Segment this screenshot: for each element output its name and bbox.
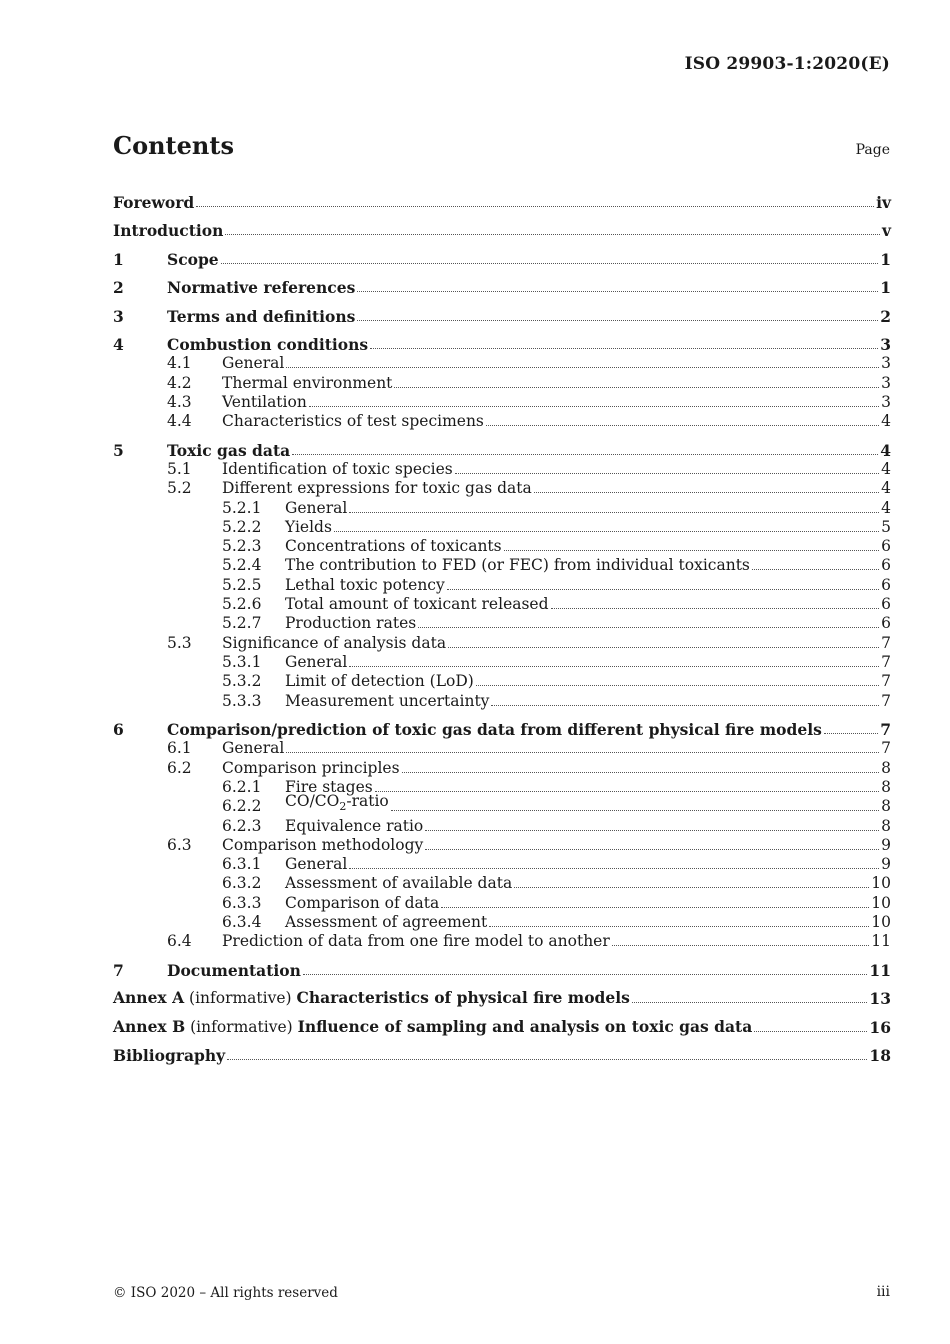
toc-entry-title xyxy=(285,817,423,836)
toc-entry-page: 4 xyxy=(881,498,891,517)
toc-entry[interactable] xyxy=(113,431,891,460)
toc-entry-title xyxy=(285,692,489,711)
toc-entry-title-text: Total amount of toxicant released xyxy=(285,595,549,614)
dot-leader xyxy=(514,887,869,888)
dot-leader xyxy=(227,1059,867,1060)
toc-entry-title-text: Comparison principles xyxy=(222,758,400,777)
annex-label: Annex A xyxy=(113,988,185,1008)
toc-entry-number: 6.2 xyxy=(167,758,192,777)
toc-entry-number: 4 xyxy=(113,335,124,354)
dot-leader xyxy=(292,454,878,455)
toc-entry-number: 4.2 xyxy=(167,373,192,392)
page-column-label: Page xyxy=(855,142,890,158)
dot-leader xyxy=(349,666,879,667)
toc-entry-page: 3 xyxy=(881,373,891,392)
toc-entry-page: 2 xyxy=(880,306,891,326)
toc-entry-title xyxy=(285,576,445,595)
toc-entry-title xyxy=(285,518,332,537)
toc-entry-subscript: 2 xyxy=(339,800,347,814)
toc-entry[interactable] xyxy=(113,711,891,740)
contents-heading: Contents xyxy=(113,131,234,160)
toc-entry-page: 10 xyxy=(871,913,891,932)
toc-entry-number: 6.3 xyxy=(167,835,192,854)
toc-entry-title-text: Lethal toxic potency xyxy=(285,575,445,594)
toc-entry-number: 4.3 xyxy=(167,392,192,411)
toc-entry-number: 5.2.4 xyxy=(222,556,262,575)
toc-entry[interactable] xyxy=(113,932,891,951)
toc-entry-title-text: General xyxy=(285,652,348,671)
toc-entry[interactable] xyxy=(113,595,891,614)
toc-entry-title xyxy=(167,278,355,297)
toc-entry[interactable] xyxy=(113,537,891,556)
toc-entry-title-text: Equivalence ratio xyxy=(285,816,424,835)
toc-entry-title-text: General xyxy=(222,739,285,758)
toc-entry-title xyxy=(113,1017,752,1037)
dot-leader xyxy=(486,425,879,426)
toc-entry-title xyxy=(222,354,284,373)
toc-entry-page: 9 xyxy=(881,855,891,874)
dot-leader xyxy=(441,907,869,908)
toc-entry-page: 7 xyxy=(881,691,891,710)
toc-entry-title xyxy=(285,595,549,614)
toc-entry-title xyxy=(167,335,368,354)
toc-entry-number: 7 xyxy=(113,960,124,980)
toc-entry-title-text: Toxic gas data xyxy=(167,440,291,460)
toc-entry-title-text: Fire stages xyxy=(285,777,373,796)
toc-entry-page: 4 xyxy=(881,412,891,431)
dot-leader xyxy=(334,531,879,532)
dot-leader xyxy=(303,974,868,975)
toc-entry-title-text: General xyxy=(285,498,348,517)
toc-entry-title-text: Influence of sampling and analysis on toxic gas data xyxy=(297,1016,753,1036)
toc-entry-title-text: Assessment of agreement xyxy=(285,913,488,932)
toc-entry[interactable] xyxy=(113,326,891,355)
toc-entry-title-text: Comparison methodology xyxy=(222,835,424,854)
toc-entry-page: 8 xyxy=(881,758,891,777)
toc-entry-number: 6.1 xyxy=(167,739,192,758)
toc-entry-page: 8 xyxy=(881,777,891,796)
toc-entry-title xyxy=(285,672,474,691)
toc-entry-page: 6 xyxy=(881,614,891,633)
toc-entry-title-text: Ventilation xyxy=(222,392,307,411)
toc-entry-number: 6.3.1 xyxy=(222,855,262,874)
toc-entry[interactable] xyxy=(113,816,891,835)
toc-entry-title-text: Different expressions for toxic gas data xyxy=(222,479,532,498)
toc-entry[interactable] xyxy=(113,498,891,517)
toc-entry-title xyxy=(222,836,423,855)
toc-entry[interactable] xyxy=(113,269,891,298)
toc-entry-number: 6 xyxy=(113,720,124,740)
toc-entry-title-text: Foreword xyxy=(113,192,195,212)
toc-entry-title xyxy=(285,874,512,893)
toc-entry-title-text: Documentation xyxy=(167,960,301,980)
toc-entry-number: 4.1 xyxy=(167,354,192,373)
toc-entry[interactable] xyxy=(113,691,891,710)
toc-entry-number: 5.1 xyxy=(167,459,192,478)
toc-entry-title xyxy=(222,479,532,498)
toc-entry-title xyxy=(222,634,446,653)
toc-entry-title-text: Measurement uncertainty xyxy=(285,691,490,710)
toc-entry-page: 10 xyxy=(871,893,891,912)
toc-entry-title-text: Thermal environment xyxy=(222,373,393,392)
toc-entry[interactable] xyxy=(113,518,891,537)
toc-entry[interactable] xyxy=(113,855,891,874)
dot-leader xyxy=(754,1031,867,1032)
footer-page-number: iii xyxy=(876,1284,890,1300)
toc-entry-number: 6.2.1 xyxy=(222,777,262,796)
toc-entry-number: 5.2 xyxy=(167,479,192,498)
toc-entry-page: 10 xyxy=(871,874,891,893)
toc-entry-page: 1 xyxy=(880,249,891,269)
toc-entry-title-text: Identification of toxic species xyxy=(222,459,453,478)
toc-entry-page: 6 xyxy=(881,537,891,556)
toc-entry[interactable] xyxy=(113,778,891,797)
toc-entry-page: 4 xyxy=(880,440,891,460)
dot-leader xyxy=(402,772,880,773)
toc-entry-number: 1 xyxy=(113,249,124,269)
annex-note: (informative) xyxy=(185,1017,298,1036)
toc-entry-title-text: Characteristics of test specimens xyxy=(222,412,484,431)
toc-entry-title-text: Bibliography xyxy=(113,1046,226,1066)
toc-entry[interactable] xyxy=(113,792,891,816)
toc-entry-title-text: Assessment of available data xyxy=(285,874,513,893)
toc-entry-title-text: Prediction of data from one fire model to another xyxy=(222,932,610,951)
toc-entry-page: 7 xyxy=(880,720,891,740)
toc-entry-title-text: General xyxy=(285,855,348,874)
toc-entry-number: 6.3.3 xyxy=(222,893,262,912)
toc-entry-page: 8 xyxy=(881,797,891,816)
dot-leader xyxy=(612,945,870,946)
toc-entry[interactable] xyxy=(113,240,891,269)
dot-leader xyxy=(349,868,879,869)
toc-entry-number: 5.2.3 xyxy=(222,537,262,556)
toc-entry-page: 7 xyxy=(881,633,891,652)
dot-leader xyxy=(357,320,878,321)
footer-copyright: © ISO 2020 – All rights reserved xyxy=(113,1285,338,1301)
toc-entry-title-text: Significance of analysis data xyxy=(222,633,447,652)
toc-entry-title-text: The contribution to FED (or FEC) from individual toxicants xyxy=(285,556,750,575)
toc-entry-page: 4 xyxy=(881,479,891,498)
dot-leader xyxy=(370,348,878,349)
toc-entry-title xyxy=(222,739,284,758)
toc-entry[interactable] xyxy=(113,980,891,1009)
toc-entry[interactable] xyxy=(113,354,891,373)
toc-entry[interactable] xyxy=(113,739,891,758)
toc-entry-page: 5 xyxy=(881,517,891,536)
toc-entry-title xyxy=(222,932,610,951)
dot-leader xyxy=(394,387,879,388)
toc-entry[interactable] xyxy=(113,212,891,241)
toc-entry-title xyxy=(285,792,389,816)
toc-entry-page: 6 xyxy=(881,595,891,614)
dot-leader xyxy=(752,569,879,570)
toc-entry-number: 6.3.2 xyxy=(222,874,262,893)
toc-entry-number: 3 xyxy=(113,306,124,326)
toc-entry-title xyxy=(113,193,194,212)
toc-entry-page: 3 xyxy=(880,335,891,354)
toc-entry-title xyxy=(285,556,750,575)
toc-entry-title xyxy=(222,374,392,393)
toc-entry-title-text: Comparison/prediction of toxic gas data from different physical fire models xyxy=(167,720,822,740)
toc-entry-number: 5 xyxy=(113,440,124,460)
toc-entry-number: 4.4 xyxy=(167,412,192,431)
dot-leader xyxy=(551,608,880,609)
toc-entry-title xyxy=(113,988,630,1008)
dot-leader xyxy=(824,733,878,734)
toc-entry[interactable] xyxy=(113,893,891,912)
toc-entry[interactable] xyxy=(113,653,891,672)
toc-entry[interactable] xyxy=(113,575,891,594)
toc-entry-page: 6 xyxy=(881,556,891,575)
toc-entry-title-text: Introduction xyxy=(113,221,224,240)
toc-entry-page: 7 xyxy=(881,672,891,691)
dot-leader xyxy=(455,473,879,474)
toc-entry-title-suffix: -ratio xyxy=(346,792,389,811)
toc-entry-page: 13 xyxy=(869,989,891,1009)
dot-leader xyxy=(349,512,879,513)
toc-entry-title-text: Yields xyxy=(285,517,332,536)
toc-entry[interactable] xyxy=(113,393,891,412)
toc-entry[interactable] xyxy=(113,614,891,633)
toc-entry-title xyxy=(285,855,347,874)
dot-leader xyxy=(476,685,879,686)
toc-entry-title-text: Combustion conditions xyxy=(167,335,369,354)
toc-entry[interactable] xyxy=(113,913,891,932)
dot-leader xyxy=(425,830,879,831)
toc-entry-page: 16 xyxy=(869,1017,891,1037)
toc-entry-title-text: Characteristics of physical fire models xyxy=(296,988,630,1008)
toc-entry-page: 9 xyxy=(881,835,891,854)
dot-leader xyxy=(225,234,880,235)
dot-leader xyxy=(286,367,879,368)
dot-leader xyxy=(504,550,880,551)
toc-entry-title-text: Scope xyxy=(167,249,219,269)
toc-entry-title xyxy=(285,653,347,672)
toc-entry-number: 6.3.4 xyxy=(222,913,262,932)
toc-entry-title-text: Production rates xyxy=(285,614,417,633)
dot-leader xyxy=(491,705,879,706)
dot-leader xyxy=(309,406,879,407)
toc-entry-number: 5.3.1 xyxy=(222,652,262,671)
toc-entry-page: 6 xyxy=(881,575,891,594)
toc-entry-page: iv xyxy=(876,192,891,212)
toc-entry-number: 5.2.5 xyxy=(222,575,262,594)
toc-entry-title xyxy=(113,221,223,240)
dot-leader xyxy=(418,627,879,628)
toc-entry-number: 5.3.3 xyxy=(222,691,262,710)
toc-entry-number: 6.4 xyxy=(167,932,192,951)
toc-entry-page: 7 xyxy=(881,652,891,671)
toc-entry-title xyxy=(167,441,290,460)
toc-entry[interactable] xyxy=(113,460,891,479)
toc-entry-title-text: Limit of detection (LoD) xyxy=(285,672,474,691)
dot-leader xyxy=(632,1002,868,1003)
toc-entry-title-text: Terms and definitions xyxy=(167,306,356,326)
annex-label: Annex B xyxy=(113,1016,186,1036)
toc-entry-title xyxy=(222,460,453,479)
toc-entry-page: 4 xyxy=(881,459,891,478)
toc-entry-title xyxy=(285,537,502,556)
toc-entry[interactable] xyxy=(113,836,891,855)
dot-leader xyxy=(534,492,879,493)
toc-entry-number: 5.2.7 xyxy=(222,614,262,633)
toc-entry[interactable] xyxy=(113,1037,891,1066)
toc-entry-page: v xyxy=(881,221,891,240)
toc-entry-title xyxy=(285,913,487,932)
toc-entry-number: 5.3.2 xyxy=(222,672,262,691)
dot-leader xyxy=(357,291,878,292)
toc-entry-title xyxy=(285,614,416,633)
toc-entry[interactable] xyxy=(113,874,891,893)
dot-leader xyxy=(425,849,879,850)
toc-entry-title-text: General xyxy=(222,354,285,373)
toc-entry-title xyxy=(222,412,484,431)
toc-entry-page: 7 xyxy=(881,739,891,758)
toc-entry[interactable] xyxy=(113,183,891,212)
toc-entry-title xyxy=(285,894,439,913)
toc-entry-number: 6.2.3 xyxy=(222,816,262,835)
toc-entry-title xyxy=(222,759,400,778)
dot-leader xyxy=(489,926,869,927)
toc-entry-page: 8 xyxy=(881,816,891,835)
toc-entry-page: 3 xyxy=(881,354,891,373)
toc-entry-title-text: Concentrations of toxicants xyxy=(285,537,502,556)
toc-entry[interactable] xyxy=(113,672,891,691)
toc-entry[interactable] xyxy=(113,556,891,575)
toc-entry[interactable] xyxy=(113,412,891,431)
toc-entry-page: 11 xyxy=(871,932,891,951)
toc-entry-title-text: CO/CO xyxy=(285,792,340,811)
toc-entry-page: 11 xyxy=(869,960,891,980)
dot-leader xyxy=(375,791,879,792)
toc-entry[interactable] xyxy=(113,479,891,498)
dot-leader xyxy=(391,810,879,811)
toc-entry[interactable] xyxy=(113,633,891,652)
toc-entry-title-text: Comparison of data xyxy=(285,893,440,912)
dot-leader xyxy=(448,647,879,648)
toc-entry-title xyxy=(167,961,301,980)
toc-entry[interactable] xyxy=(113,951,891,980)
dot-leader xyxy=(221,263,879,264)
toc-entry-title xyxy=(113,1046,225,1065)
toc-entry[interactable] xyxy=(113,758,891,777)
toc-entry[interactable] xyxy=(113,373,891,392)
toc-entry-page: 3 xyxy=(881,392,891,411)
toc-entry[interactable] xyxy=(113,1008,891,1037)
toc-entry-page: 18 xyxy=(869,1046,891,1066)
toc-entry-number: 5.2.1 xyxy=(222,498,262,517)
annex-note: (informative) xyxy=(184,989,297,1008)
toc-entry[interactable] xyxy=(113,297,891,326)
toc-entry-page: 1 xyxy=(880,278,891,297)
toc-entry-title-text: Normative references xyxy=(167,278,356,297)
dot-leader xyxy=(196,206,874,207)
toc-entry-title xyxy=(167,250,219,269)
dot-leader xyxy=(447,589,879,590)
toc-entry-title xyxy=(167,720,822,739)
toc-entry-number: 2 xyxy=(113,278,124,297)
toc-entry-number: 5.3 xyxy=(167,633,192,652)
dot-leader xyxy=(286,752,879,753)
table-of-contents xyxy=(113,183,891,1065)
toc-entry-title xyxy=(285,499,347,518)
toc-entry-number: 5.2.6 xyxy=(222,595,262,614)
document-id: ISO 29903-1:2020(E) xyxy=(684,54,890,74)
toc-entry-number: 5.2.2 xyxy=(222,517,262,536)
toc-entry-title xyxy=(167,307,355,326)
toc-entry-number: 6.2.2 xyxy=(222,797,262,816)
toc-entry-title xyxy=(222,393,307,412)
